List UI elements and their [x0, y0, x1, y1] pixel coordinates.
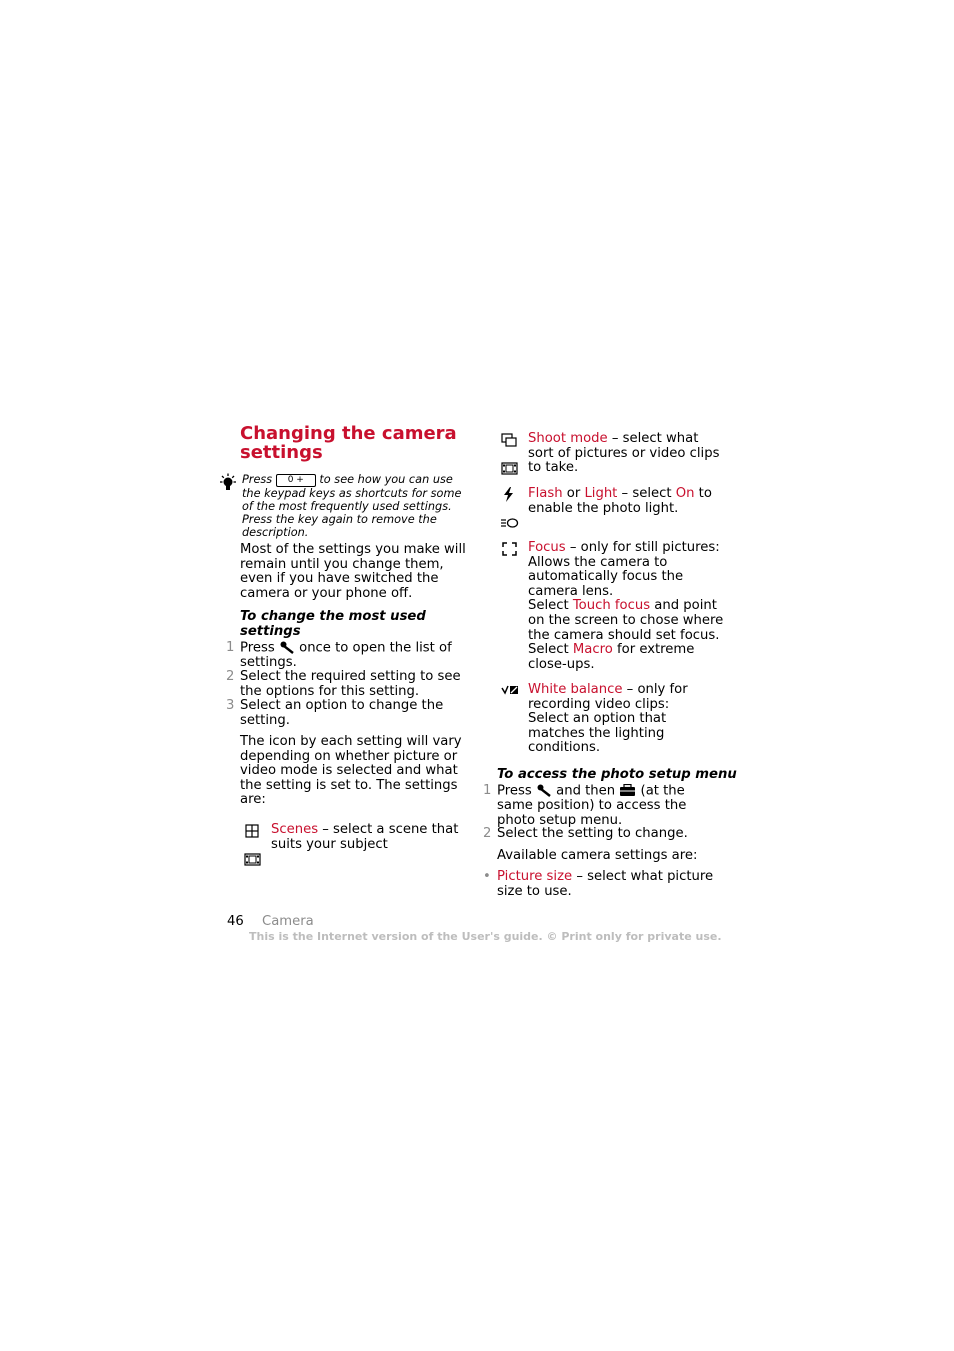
scenes-setting: [271, 823, 458, 852]
setting-description: – select a scene that: [318, 822, 459, 837]
access-setup-heading: To access the photo setup menu: [497, 767, 737, 782]
step-2: [483, 827, 723, 843]
step-number: 1: [483, 783, 492, 798]
flash-bolt-icon: [503, 487, 515, 502]
setting-description: matches the lighting: [528, 725, 665, 741]
intro-line: Most of the settings you make will: [240, 542, 466, 557]
tip-line: to see how you can use: [319, 473, 453, 486]
scenes-grid-icon: [245, 824, 260, 838]
step-text: same position) to access the: [497, 798, 687, 814]
toolbox-icon: [619, 784, 636, 797]
page-number: 46: [227, 914, 244, 929]
wrench-icon: [536, 784, 552, 797]
on-option: On: [675, 486, 695, 501]
step-number: 1: [226, 640, 235, 655]
setting-description: size to use.: [497, 883, 572, 899]
step-text: once to open the list of: [299, 640, 452, 656]
subheading-line: settings: [240, 624, 301, 639]
step-1: [483, 784, 723, 827]
shoot-mode-setting: [528, 432, 719, 476]
white-balance-icon: [501, 684, 519, 696]
setting-description: and point: [650, 598, 717, 614]
setting-description: sort of pictures or video clips: [528, 445, 720, 461]
light-setting-name: Light: [584, 486, 618, 501]
setting-description: on the screen to chose where: [528, 612, 724, 628]
white-balance-setting: [528, 683, 688, 756]
setting-description: enable the photo light.: [528, 500, 679, 516]
step-number: 2: [226, 669, 235, 684]
video-film-icon: [244, 853, 261, 866]
setting-description: suits your subject: [271, 836, 388, 852]
bullet-mark: •: [483, 869, 491, 884]
tip-line: description.: [242, 525, 309, 539]
step-text: Press: [497, 783, 532, 799]
step-text: (at the: [640, 783, 685, 799]
note-line: the setting is set to. The settings: [240, 777, 458, 793]
step-text: settings.: [240, 655, 297, 671]
picture-size-setting-name: Picture size: [497, 869, 573, 884]
lightbulb-icon: [218, 473, 238, 493]
step-2: [226, 670, 466, 699]
setting-description: Allows the camera to: [528, 554, 668, 570]
zero-key-icon: 0 +: [276, 474, 316, 487]
tip-press: Press: [242, 473, 273, 486]
focus-setting: [528, 541, 723, 672]
access-steps: [483, 784, 723, 843]
page-title: [240, 424, 457, 462]
focus-setting-name: Focus: [528, 540, 566, 555]
note-line: The icon by each setting will vary: [240, 734, 462, 749]
tip-line: of the most frequently used settings.: [242, 499, 452, 513]
copyright-notice: This is the Internet version of the User's guide. © Print only for private use.: [249, 930, 722, 943]
page-title-line: settings: [240, 442, 323, 463]
setting-description: – select what picture: [572, 869, 714, 884]
step-1: [226, 641, 466, 670]
subheading-line: To change the most used: [240, 609, 426, 624]
intro-paragraph: [240, 543, 466, 601]
note-line: video mode is selected and what: [240, 763, 458, 779]
photo-light-icon: [501, 517, 519, 529]
intro-line: remain until you change them,: [240, 556, 444, 572]
step-text: photo setup menu.: [497, 812, 623, 828]
step-text: Select the required setting to see: [240, 669, 461, 684]
wrench-icon: [279, 641, 295, 654]
setting-description: or: [562, 486, 585, 501]
flash-setting-name: Flash: [528, 486, 563, 501]
setting-description: to take.: [528, 460, 579, 476]
step-3: [226, 699, 466, 728]
setting-description: Select an option that: [528, 711, 667, 727]
step-text: the options for this setting.: [240, 683, 420, 699]
setting-description: recording video clips:: [528, 696, 670, 712]
setting-description: Select: [528, 642, 573, 658]
step-number: 2: [483, 826, 492, 841]
tip-line: Press the key again to remove the: [242, 512, 437, 526]
note-line: are:: [240, 792, 266, 808]
setting-description: the camera should set focus.: [528, 627, 720, 643]
focus-brackets-icon: [502, 542, 517, 556]
macro-option: Macro: [572, 642, 613, 658]
tip-text: [242, 473, 467, 539]
setting-description: conditions.: [528, 740, 601, 756]
setting-description: to: [694, 486, 712, 501]
note-line: depending on whether picture or: [240, 748, 458, 764]
intro-line: camera or your phone off.: [240, 585, 413, 601]
video-film-icon: [501, 462, 518, 475]
setting-description: Select: [528, 598, 573, 614]
intro-line: even if you have switched the: [240, 571, 439, 587]
change-settings-heading: [240, 609, 426, 639]
setting-description: – only for still pictures:: [565, 540, 720, 555]
section-name: Camera: [261, 914, 314, 929]
page-footer: [227, 915, 314, 930]
step-text: and then: [556, 783, 616, 799]
setting-description: – select what: [607, 431, 699, 446]
shoot-mode-icon: [501, 433, 518, 447]
step-text: setting.: [240, 712, 290, 728]
step-text: Select the setting to change.: [497, 826, 688, 841]
scenes-setting-name: Scenes: [271, 822, 319, 837]
flash-setting: [528, 487, 712, 516]
icon-note-paragraph: [240, 735, 462, 808]
setting-description: camera lens.: [528, 583, 614, 599]
tip-line: the keypad keys as shortcuts for some: [242, 486, 462, 500]
setting-description: close-ups.: [528, 656, 595, 672]
setting-description: – select: [617, 486, 676, 501]
setting-description: – only for: [622, 682, 688, 697]
setting-description: automatically focus the: [528, 569, 684, 585]
change-steps: [226, 641, 466, 728]
page-title-line: Changing the camera: [240, 423, 457, 444]
white-balance-setting-name: White balance: [528, 682, 623, 697]
setting-description: for extreme: [612, 642, 695, 658]
touch-focus-option: Touch focus: [572, 598, 651, 614]
shoot-mode-setting-name: Shoot mode: [528, 431, 608, 446]
step-text: Press: [240, 640, 275, 656]
available-settings-text: Available camera settings are:: [497, 848, 698, 863]
step-number: 3: [226, 698, 235, 713]
step-text: Select an option to change the: [240, 698, 444, 713]
